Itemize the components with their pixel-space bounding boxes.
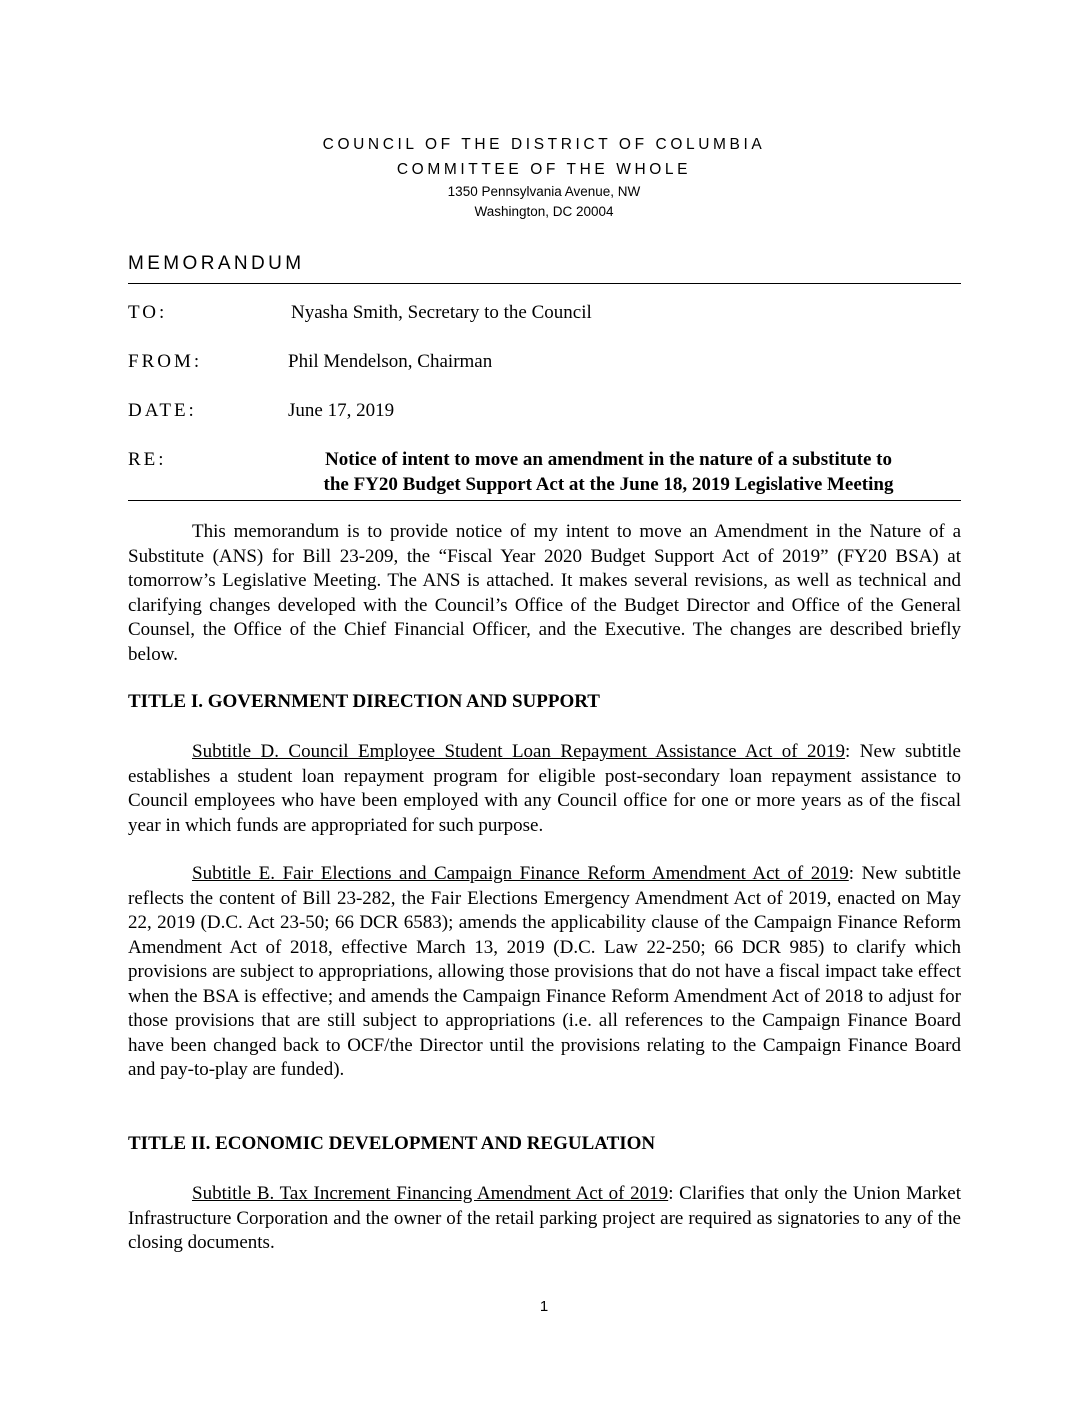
- date-value: June 17, 2019: [288, 400, 395, 421]
- letterhead-council-name: COUNCIL OF THE DISTRICT OF COLUMBIA: [322, 136, 766, 153]
- subject-rule: [128, 500, 961, 501]
- letterhead-address-street: 1350 Pennsylvania Avenue, NW: [447, 184, 641, 199]
- re-subject-line1: Notice of intent to move an amendment in the nature of a substitute to: [325, 449, 892, 470]
- subtitle-d-title: Subtitle D. Council Employee Student Loan Repayment Assistance Act of 2019: [192, 741, 846, 762]
- subtitle-e-paragraph: [128, 862, 961, 1083]
- subtitle-d-paragraph: [128, 740, 961, 838]
- subtitle-e-title: Subtitle E. Fair Elections and Campaign Finance Reform Amendment Act of 2019: [192, 863, 849, 884]
- from-value: Phil Mendelson, Chairman: [288, 351, 493, 372]
- re-subject-line2: the FY20 Budget Support Act at the June 18, 2019 Legislative Meeting: [323, 474, 894, 495]
- page-number: 1: [539, 1298, 549, 1315]
- to-value: Nyasha Smith, Secretary to the Council: [291, 302, 592, 323]
- to-label: TO:: [128, 302, 168, 323]
- re-field: [128, 447, 961, 499]
- subtitle-b-paragraph: [128, 1182, 961, 1256]
- letterhead: [0, 132, 1088, 222]
- letterhead-committee-name: COMMITTEE OF THE WHOLE: [396, 161, 692, 178]
- subtitle-e-text: : New subtitle reflects the content of Bill 23-282, the Fair Elections Emergency Amendment Act of 2019, enacted on May 22, 2019 (D.C. Act 23-50; 66 DCR 6583); amends the applicability clause of the Campaign Finance Reform Amendment Act of 2018, effective March 13, 2019 (D.C. Law 22-250; 66 DCR 985) to clarify which provisions are subject to appropriations, allowing those provisions that do not have a fiscal impact take effect when the BSA is effective; and amends the Campaign Finance Reform Amendment Act of 2018 to adjust for those provisions that are still subject to appropriations (i.e. all references to the Campaign Finance Board have been changed back to OCF/the Director until the provisions relating to the Campaign Finance Board and pay-to-play are funded).: [128, 863, 961, 1080]
- re-label: RE:: [128, 449, 167, 470]
- subtitle-b-title: Subtitle B. Tax Increment Financing Amendment Act of 2019: [192, 1183, 669, 1204]
- intro-paragraph: [128, 520, 961, 667]
- header-rule: [128, 283, 961, 284]
- date-label: DATE:: [128, 400, 197, 421]
- subtitle-d-text: : New subtitle establishes a student loan repayment program for eligible post-secondary loan repayment assistance to Council employees who have been employed with any Council office for one or more years as of the fiscal year in which funds are appropriated for such purpose.: [128, 741, 961, 836]
- intro-text: This memorandum is to provide notice of my intent to move an Amendment in the Nature of a Substitute (ANS) for Bill 23-209, the “Fiscal Year 2020 Budget Support Act of 2019” (FY20 BSA) at tomorrow’s Legislative Meeting. The ANS is attached. It makes several revisions, as well as technical and clarifying changes developed with the Council’s Office of the Budget Director and Office of the General Counsel, the Office of the Chief Financial Officer, and the Executive. The changes are described briefly below.: [128, 521, 961, 665]
- memorandum-title: MEMORANDUM: [128, 253, 305, 274]
- letterhead-address-city: Washington, DC 20004: [474, 204, 614, 219]
- title-one-heading: TITLE I. GOVERNMENT DIRECTION AND SUPPORT: [128, 691, 600, 712]
- subtitle-b-text: : Clarifies that only the Union Market Infrastructure Corporation and the owner of the retail parking project are required as signatories to any of the closing documents.: [128, 1183, 961, 1253]
- from-label: FROM:: [128, 351, 203, 372]
- title-two-heading: TITLE II. ECONOMIC DEVELOPMENT AND REGULATION: [128, 1133, 656, 1154]
